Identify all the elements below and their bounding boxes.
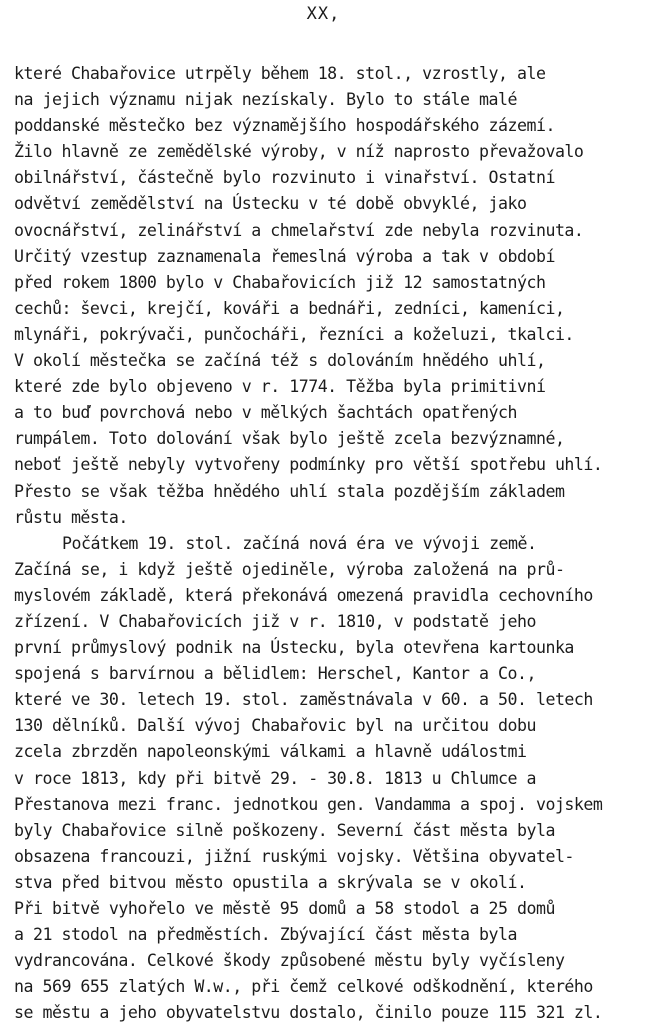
text-line: Určitý vzestup zaznamenala řemeslná výroba a tak v období [14, 246, 555, 266]
text-line: 130 dělníků. Další vývoj Chabařovic byl na určitou dobu [14, 716, 536, 736]
text-line: cechů: ševci, krejčí, kováři a bednáři, zedníci, kameníci, [14, 298, 565, 318]
page-number: XX, [306, 4, 341, 24]
text-line: stva před bitvou město opustila a skrývala se v okolí. [14, 872, 527, 892]
text-line: byly Chabařovice silně poškozeny. Severní část města byla [14, 820, 555, 840]
text-line: na jejich významu nijak nezískaly. Bylo to stále malé [14, 90, 517, 110]
text-line: před rokem 1800 bylo v Chabařovicích již 12 samostatných [14, 272, 546, 292]
text-line: první průmyslový podnik na Ústecku, byla otevřena kartounka [14, 638, 574, 658]
text-line: Přesto se však těžba hnědého uhlí stala pozdějším základem [14, 481, 565, 501]
text-line: V okolí městečka se začíná též s dolováním hnědého uhlí, [14, 351, 546, 371]
text-line: na 569 655 zlatých W.w., při čemž celkové odškodnění, kterého [14, 977, 593, 997]
text-line: se městu a jeho obyvatelstvu dostalo, činilo pouze 115 321 zl. [14, 1003, 603, 1023]
text-line: vydrancována. Celkové škody způsobené městu byly vyčísleny [14, 951, 565, 971]
text-line: Žilo hlavně ze zemědělské výroby, v níž naprosto převažovalo [14, 142, 584, 162]
text-line: mlynáři, pokrývači, punčocháři, řezníci a koželuzi, tkalci. [14, 324, 574, 344]
text-line: a 21 stodol na předměstích. Zbývající část města byla [14, 925, 517, 945]
text-line: zcela zbrzděn napoleonskými válkami a hlavně událostmi [14, 742, 527, 762]
text-line: zřízení. V Chabařovicích již v r. 1810, v podstatě jeho [14, 611, 536, 631]
text-line: Při bitvě vyhořelo ve městě 95 domů a 58 stodol a 25 domů [14, 899, 555, 918]
text-line: a to buď povrchová nebo v mělkých šachtách opatřených [14, 403, 517, 423]
text-line: Počátkem 19. stol. začíná nová éra ve vývoji země. [62, 533, 537, 553]
text-line: které ve 30. letech 19. stol. zaměstnávala v 60. a 50. letech [14, 690, 593, 710]
text-line: neboť ještě nebyly vytvořeny podmínky pro větší spotřebu uhlí. [14, 455, 603, 475]
text-line: spojená s barvírnou a bělidlem: Herschel, Kantor a Co., [14, 664, 536, 684]
text-line: Začíná se, i když ještě ojediněle, výroba založená na prů- [14, 559, 565, 579]
text-line: myslovém základě, která překonává omezená pravidla cechovního [14, 585, 593, 605]
text-line: které Chabařovice utrpěly během 18. stol., vzrostly, ale [14, 64, 546, 83]
text-line: obilnářství, částečně bylo rozvinuto i vinařství. Ostatní [14, 168, 555, 188]
text-line: které zde bylo objeveno v r. 1774. Těžba byla primitivní [14, 377, 546, 397]
text-line: v roce 1813, kdy při bitvě 29. - 30.8. 1813 u Chlumce a [14, 768, 536, 788]
text-line: růstu města. [14, 507, 128, 527]
text-line: ovocnářství, zelinářství a chmelařství zde nebyla rozvinuta. [14, 220, 584, 240]
text-line: Přestanova mezi franc. jednotkou gen. Vandamma a spoj. vojskem [14, 794, 603, 814]
text-line: rumpálem. Toto dolování však bylo ještě zcela bezvýznamné, [14, 429, 565, 449]
text-line: poddanské městečko bez významějšího hospodářského zázemí. [14, 116, 555, 136]
body-text [14, 61, 644, 1026]
text-line: obsazena francouzi, jižní ruskými vojsky. Většina obyvatel- [14, 846, 574, 866]
text-line: odvětví zemědělství na Ústecku v té době obvyklé, jako [14, 194, 527, 214]
